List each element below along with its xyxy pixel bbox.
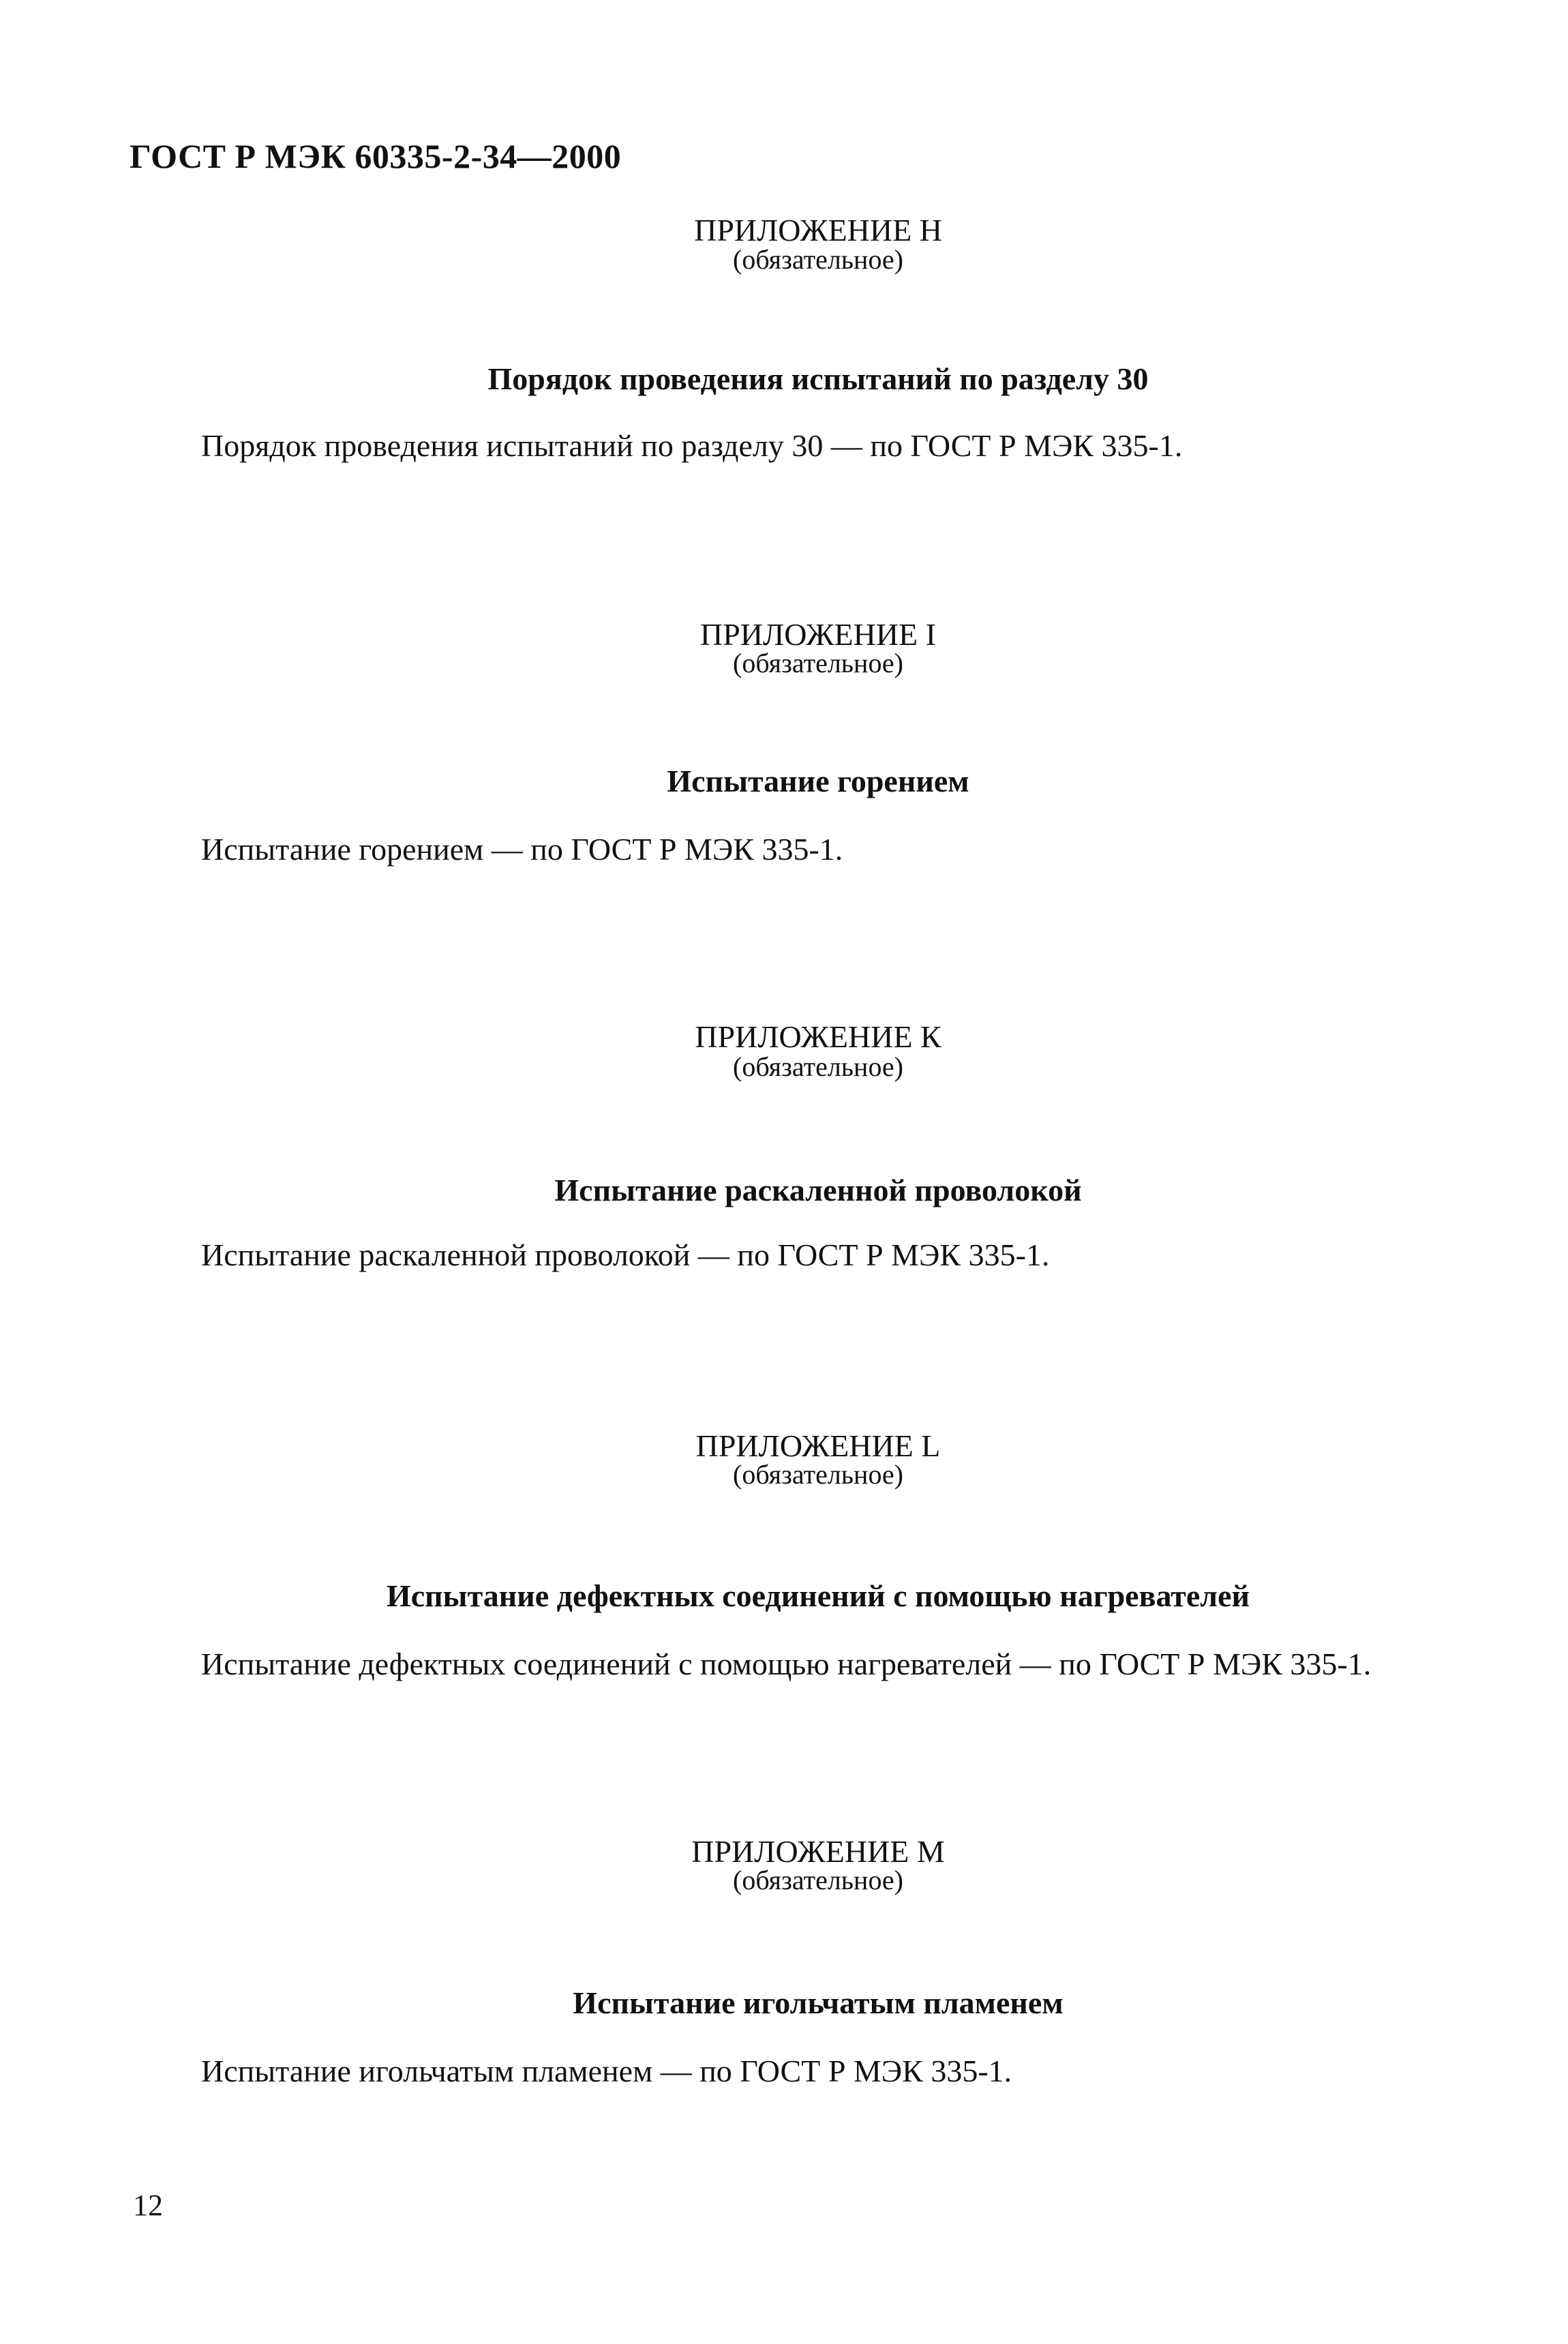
appendix-title: Испытание игольчатым пламенем bbox=[573, 1985, 1064, 2020]
appendix-text: Испытание раскаленной проволокой — по ГОСТ Р МЭК 335-1. bbox=[201, 1237, 1050, 1272]
appendix-text: Испытание горением — по ГОСТ Р МЭК 335-1. bbox=[201, 832, 843, 867]
appendix-label: ПРИЛОЖЕНИЕ L bbox=[695, 1428, 941, 1463]
appendix-text: Порядок проведения испытаний по разделу 30 — по ГОСТ Р МЭК 335-1. bbox=[201, 428, 1183, 463]
appendix-label: ПРИЛОЖЕНИЕ I bbox=[700, 617, 936, 652]
appendix-label: ПРИЛОЖЕНИЕ Н bbox=[694, 213, 942, 247]
appendix-status: (обязательное) bbox=[733, 1865, 903, 1895]
appendix-title: Порядок проведения испытаний по разделу 30 bbox=[487, 361, 1149, 396]
appendix-label: ПРИЛОЖЕНИЕ К bbox=[695, 1019, 941, 1054]
appendix-status: (обязательное) bbox=[733, 1459, 903, 1490]
page-number: 12 bbox=[133, 2189, 163, 2222]
appendix-status: (обязательное) bbox=[733, 1051, 903, 1082]
appendix-title: Испытание дефектных соединений с помощью нагревателей bbox=[386, 1578, 1250, 1613]
appendix-status: (обязательное) bbox=[733, 244, 903, 275]
appendix-text: Испытание дефектных соединений с помощью нагревателей — по ГОСТ Р МЭК 335-1. bbox=[201, 1647, 1372, 1681]
appendix-title: Испытание горением bbox=[667, 764, 969, 798]
appendix-label: ПРИЛОЖЕНИЕ М bbox=[691, 1834, 945, 1869]
appendix-status: (обязательное) bbox=[733, 648, 903, 678]
document-header: ГОСТ Р МЭК 60335-2-34—2000 bbox=[130, 137, 622, 175]
appendix-text: Испытание игольчатым пламенем — по ГОСТ Р МЭК 335-1. bbox=[201, 2054, 1012, 2088]
appendix-title: Испытание раскаленной проволокой bbox=[554, 1173, 1082, 1207]
